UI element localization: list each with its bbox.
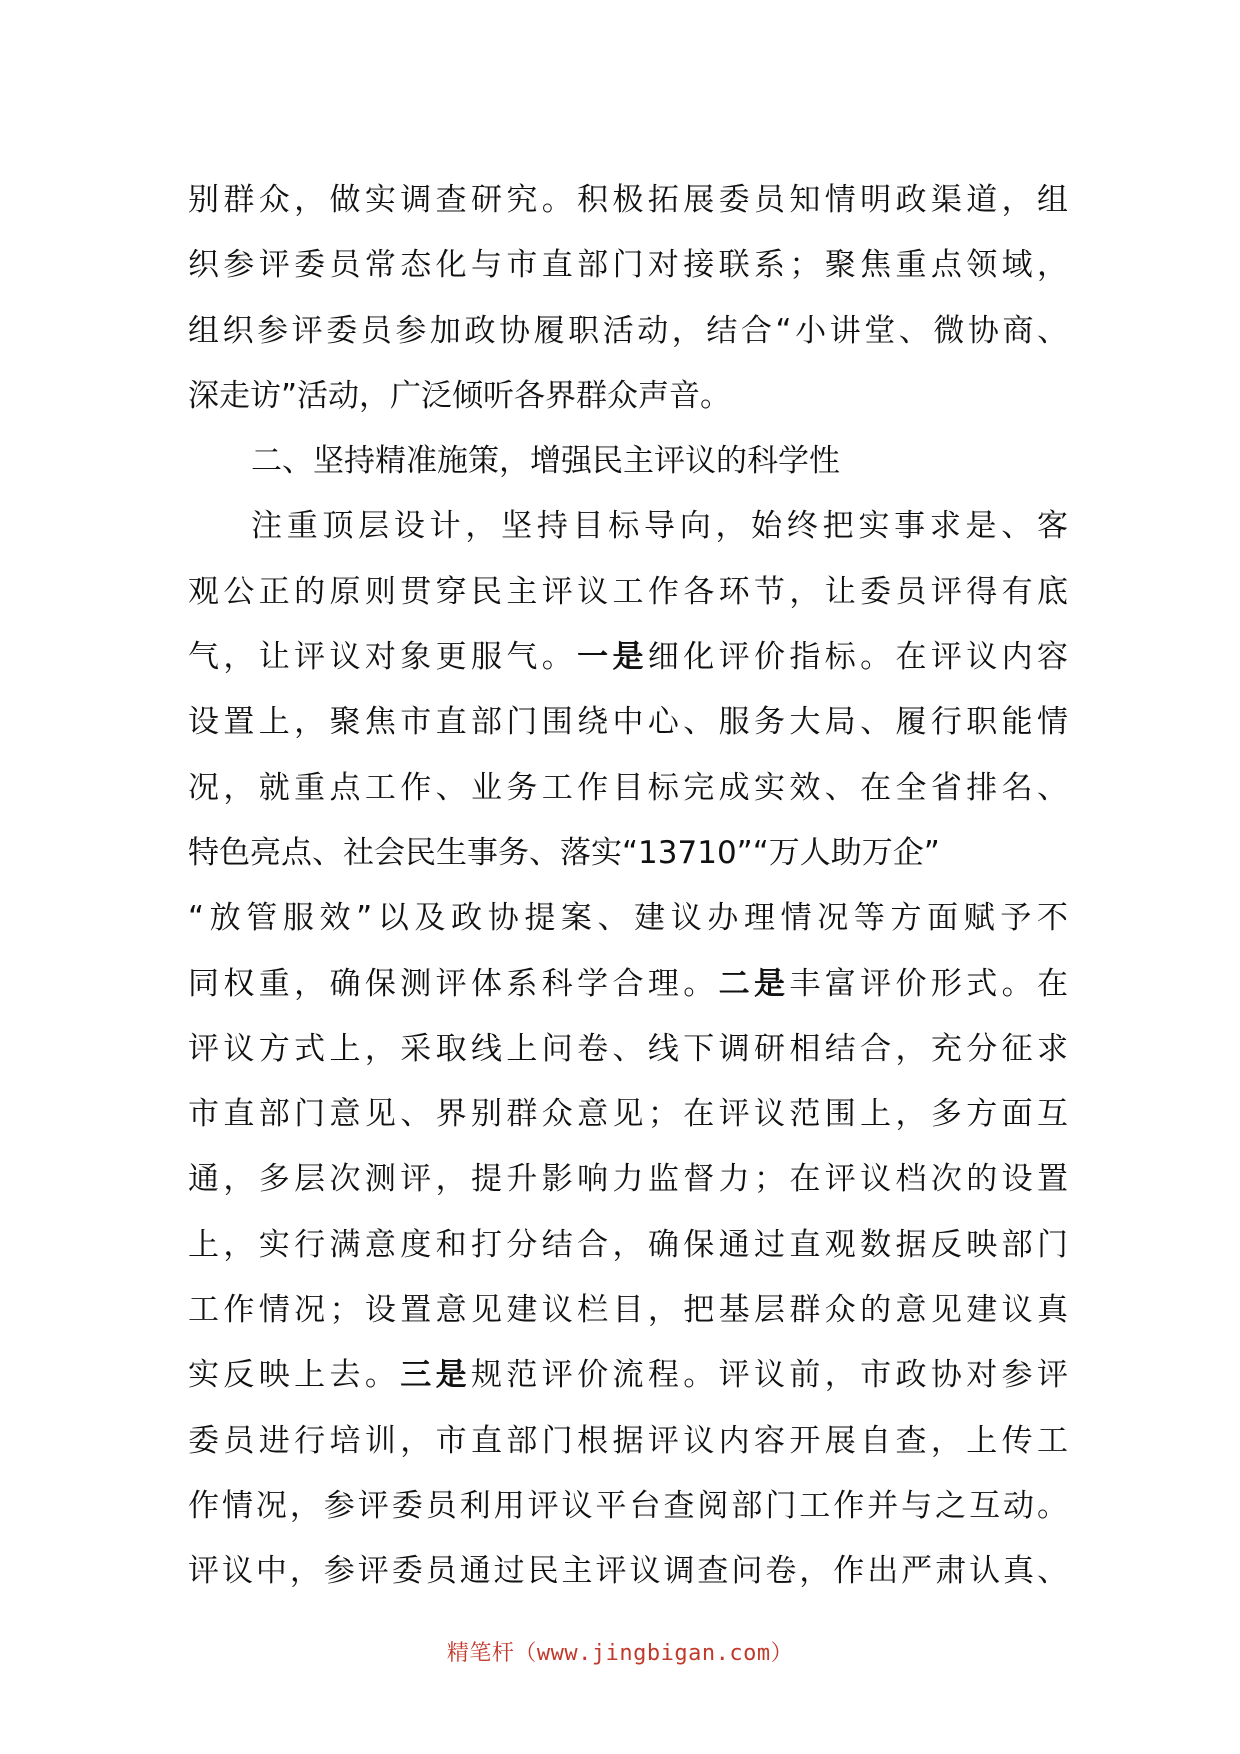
text-line [188,952,1068,1017]
text-run: 丰富评价形式。在 [789,965,1068,1002]
site-watermark: 精笔杆（www.jingbigan.com） [446,1641,794,1666]
text-line: 作情况，参评委员利用评议平台查阅部门工作并与之互动。 [188,1487,1068,1524]
text-line: 别群众，做实调查研究。积极拓展委员知情明政渠道，组 [188,182,1068,218]
text-line: 注重顶层设计，坚持目标导向，始终把实事求是、客 [251,508,1068,545]
text-line: 评议中，参评委员通过民主评议调查问卷，作出严肃认真、 [188,1553,1068,1590]
text-run: 细化评价指标。在评议内容 [647,639,1068,676]
text-line: 通，多层次测评，提升影响力监督力；在评议档次的设置 [188,1161,1068,1198]
text-run: 同权重，确保测评体系科学合理。 [188,965,719,1002]
section-heading: 二、坚持精准施策，增强民主评议的科学性 [251,443,840,480]
emphasis-text: 一是 [577,639,648,676]
text-line: 观公正的原则贯穿民主评议工作各环节，让委员评得有底 [188,573,1068,610]
text-line: “放管服效”以及政协提案、建议办理情况等方面赋予不 [188,900,1068,937]
emphasis-text: 三是 [400,1357,471,1394]
text-line: 市直部门意见、界别群众意见；在评议范围上，多方面互 [188,1096,1068,1133]
text-line: 织参评委员常态化与市直部门对接联系；聚焦重点领域， [188,247,1068,284]
text-line: 设置上，聚焦市直部门围绕中心、服务大局、履行职能情 [188,704,1068,741]
text-run: 气，让评议对象更服气。 [188,639,578,676]
text-line: 况，就重点工作、业务工作目标完成实效、在全省排名、 [188,769,1068,806]
text-run: 实反映上去。 [188,1357,401,1394]
emphasis-text: 二是 [718,965,790,1002]
text-line: 评议方式上，采取线上问卷、线下调研相结合，充分征求 [188,1030,1068,1067]
text-line: 委员进行培训，市直部门根据评议内容开展自查，上传工 [188,1422,1068,1459]
text-line: 组织参评委员参加政协履职活动，结合“小讲堂、微协商、 [188,312,1068,349]
text-line: 深走访”活动，广泛倾听各界群众声音。 [188,377,732,414]
text-line: 特色亮点、社会民生事务、落实“13710”“万人助万企” [188,834,940,871]
text-run: 规范评价流程。评议前，市政协对参评 [471,1357,1068,1394]
text-line [188,625,1068,690]
text-line [188,1343,1068,1408]
text-line: 上，实行满意度和打分结合，确保通过直观数据反映部门 [188,1226,1068,1263]
text-line: 工作情况；设置意见建议栏目，把基层群众的意见建议真 [188,1292,1068,1329]
document-body [188,168,1068,1605]
